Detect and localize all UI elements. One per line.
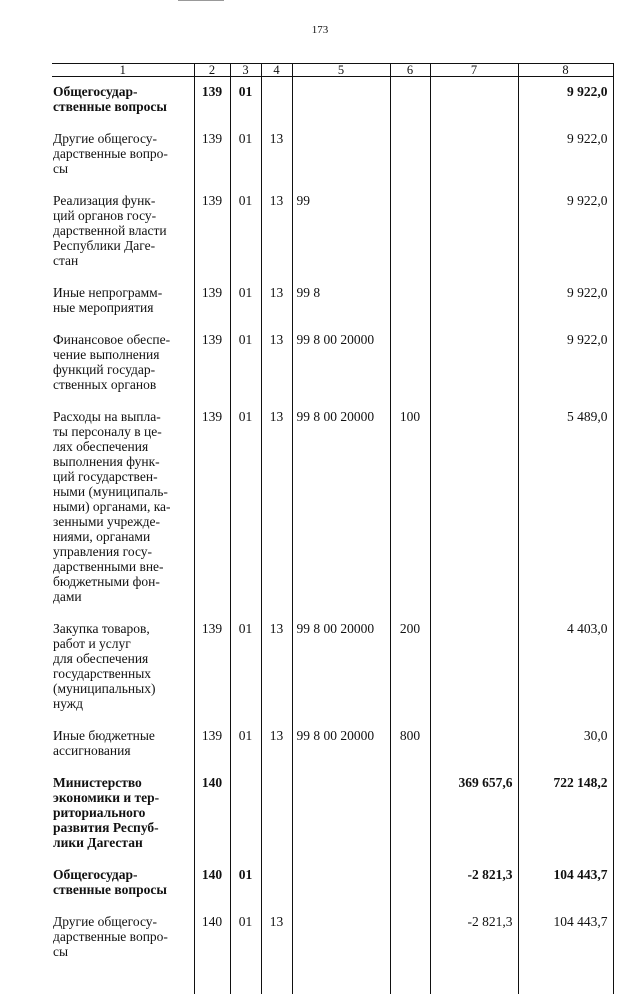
row-name-cell: Закупка товаров, работ и услуг для обеспечения государственных (муниципальных) нужд bbox=[52, 614, 194, 721]
subsection-code-cell: 13 bbox=[261, 402, 292, 614]
expense-type-cell bbox=[390, 278, 430, 325]
total-amount-cell: 9 922,0 bbox=[518, 278, 613, 325]
change-amount-cell bbox=[430, 614, 518, 721]
row-name-cell: Другие общегосу- дарственные вопро- сы bbox=[52, 124, 194, 186]
total-amount-cell: 9 922,0 bbox=[518, 124, 613, 186]
table-row bbox=[52, 124, 613, 186]
row-name-cell: Расходы на выпла- ты персоналу в це- лях обеспечения выполнения функ- ций государствен- ными (муниципаль- ными) органами, ка- зенными учрежде- ниями, органами управления госу- дарственными вне- бюджетными фон- дами bbox=[52, 402, 194, 614]
target-article-cell: 99 8 00 20000 bbox=[292, 402, 390, 614]
expense-type-cell bbox=[390, 186, 430, 278]
table-row bbox=[52, 721, 613, 768]
expense-type-cell bbox=[390, 907, 430, 994]
section-code-cell: 01 bbox=[230, 860, 261, 907]
section-code-cell: 01 bbox=[230, 124, 261, 186]
change-amount-cell: -2 821,3 bbox=[430, 860, 518, 907]
scan-artifact-line bbox=[178, 0, 224, 1]
column-header-8: 8 bbox=[518, 64, 613, 77]
target-article-cell bbox=[292, 860, 390, 907]
target-article-cell bbox=[292, 124, 390, 186]
target-article-cell: 99 bbox=[292, 186, 390, 278]
section-code-cell: 01 bbox=[230, 402, 261, 614]
table-row bbox=[52, 77, 613, 125]
table-row bbox=[52, 278, 613, 325]
row-name-cell: Финансовое обеспе- чение выполнения функций государ- ственных органов bbox=[52, 325, 194, 402]
ministry-code-cell: 139 bbox=[194, 325, 230, 402]
total-amount-cell: 722 148,2 bbox=[518, 768, 613, 860]
expense-type-cell bbox=[390, 768, 430, 860]
target-article-cell: 99 8 00 20000 bbox=[292, 721, 390, 768]
section-code-cell: 01 bbox=[230, 77, 261, 125]
total-amount-cell: 9 922,0 bbox=[518, 77, 613, 125]
change-amount-cell bbox=[430, 325, 518, 402]
ministry-code-cell: 140 bbox=[194, 860, 230, 907]
ministry-code-cell: 139 bbox=[194, 614, 230, 721]
subsection-code-cell: 13 bbox=[261, 721, 292, 768]
page-number: 173 bbox=[0, 24, 640, 36]
table-row bbox=[52, 186, 613, 278]
row-name-cell: Иные бюджетные ассигнования bbox=[52, 721, 194, 768]
expense-type-cell: 100 bbox=[390, 402, 430, 614]
table-body bbox=[52, 77, 613, 994]
section-code-cell: 01 bbox=[230, 186, 261, 278]
subsection-code-cell: 13 bbox=[261, 907, 292, 994]
target-article-cell: 99 8 00 20000 bbox=[292, 325, 390, 402]
change-amount-cell bbox=[430, 77, 518, 125]
change-amount-cell bbox=[430, 721, 518, 768]
ministry-code-cell: 139 bbox=[194, 186, 230, 278]
table-row bbox=[52, 325, 613, 402]
table-row bbox=[52, 907, 613, 994]
expense-type-cell bbox=[390, 325, 430, 402]
row-name-cell: Министерство экономики и тер- риториального развития Респуб- лики Дагестан bbox=[52, 768, 194, 860]
change-amount-cell bbox=[430, 278, 518, 325]
target-article-cell: 99 8 00 20000 bbox=[292, 614, 390, 721]
total-amount-cell: 9 922,0 bbox=[518, 325, 613, 402]
total-amount-cell: 5 489,0 bbox=[518, 402, 613, 614]
ministry-code-cell: 139 bbox=[194, 77, 230, 125]
column-header-4: 4 bbox=[261, 64, 292, 77]
column-header-6: 6 bbox=[390, 64, 430, 77]
table-row bbox=[52, 860, 613, 907]
expense-type-cell bbox=[390, 124, 430, 186]
change-amount-cell bbox=[430, 402, 518, 614]
change-amount-cell bbox=[430, 186, 518, 278]
section-code-cell: 01 bbox=[230, 907, 261, 994]
subsection-code-cell bbox=[261, 768, 292, 860]
section-code-cell bbox=[230, 768, 261, 860]
total-amount-cell: 30,0 bbox=[518, 721, 613, 768]
total-amount-cell: 9 922,0 bbox=[518, 186, 613, 278]
subsection-code-cell: 13 bbox=[261, 186, 292, 278]
section-code-cell: 01 bbox=[230, 325, 261, 402]
section-code-cell: 01 bbox=[230, 614, 261, 721]
ministry-code-cell: 140 bbox=[194, 768, 230, 860]
header-row bbox=[52, 64, 613, 77]
expense-type-cell: 800 bbox=[390, 721, 430, 768]
column-header-3: 3 bbox=[230, 64, 261, 77]
row-name-cell: Другие общегосу- дарственные вопро- сы bbox=[52, 907, 194, 994]
target-article-cell: 99 8 bbox=[292, 278, 390, 325]
section-code-cell: 01 bbox=[230, 721, 261, 768]
ministry-code-cell: 140 bbox=[194, 907, 230, 994]
row-name-cell: Общегосудар- ственные вопросы bbox=[52, 77, 194, 125]
total-amount-cell: 104 443,7 bbox=[518, 860, 613, 907]
change-amount-cell: -2 821,3 bbox=[430, 907, 518, 994]
subsection-code-cell: 13 bbox=[261, 124, 292, 186]
column-header-7: 7 bbox=[430, 64, 518, 77]
subsection-code-cell: 13 bbox=[261, 614, 292, 721]
ministry-code-cell: 139 bbox=[194, 124, 230, 186]
total-amount-cell: 104 443,7 bbox=[518, 907, 613, 994]
budget-table bbox=[52, 63, 614, 994]
column-header-2: 2 bbox=[194, 64, 230, 77]
row-name-cell: Реализация функ- ций органов госу- дарственной власти Республики Даге- стан bbox=[52, 186, 194, 278]
table-row bbox=[52, 402, 613, 614]
subsection-code-cell bbox=[261, 860, 292, 907]
change-amount-cell: 369 657,6 bbox=[430, 768, 518, 860]
target-article-cell bbox=[292, 768, 390, 860]
row-name-cell: Иные непрограмм- ные мероприятия bbox=[52, 278, 194, 325]
table-row bbox=[52, 768, 613, 860]
subsection-code-cell: 13 bbox=[261, 325, 292, 402]
subsection-code-cell bbox=[261, 77, 292, 125]
column-header-1: 1 bbox=[52, 64, 194, 77]
ministry-code-cell: 139 bbox=[194, 278, 230, 325]
total-amount-cell: 4 403,0 bbox=[518, 614, 613, 721]
row-name-cell: Общегосудар- ственные вопросы bbox=[52, 860, 194, 907]
ministry-code-cell: 139 bbox=[194, 721, 230, 768]
section-code-cell: 01 bbox=[230, 278, 261, 325]
subsection-code-cell: 13 bbox=[261, 278, 292, 325]
change-amount-cell bbox=[430, 124, 518, 186]
expense-type-cell bbox=[390, 77, 430, 125]
target-article-cell bbox=[292, 77, 390, 125]
ministry-code-cell: 139 bbox=[194, 402, 230, 614]
column-header-5: 5 bbox=[292, 64, 390, 77]
target-article-cell bbox=[292, 907, 390, 994]
table-row bbox=[52, 614, 613, 721]
expense-type-cell: 200 bbox=[390, 614, 430, 721]
expense-type-cell bbox=[390, 860, 430, 907]
